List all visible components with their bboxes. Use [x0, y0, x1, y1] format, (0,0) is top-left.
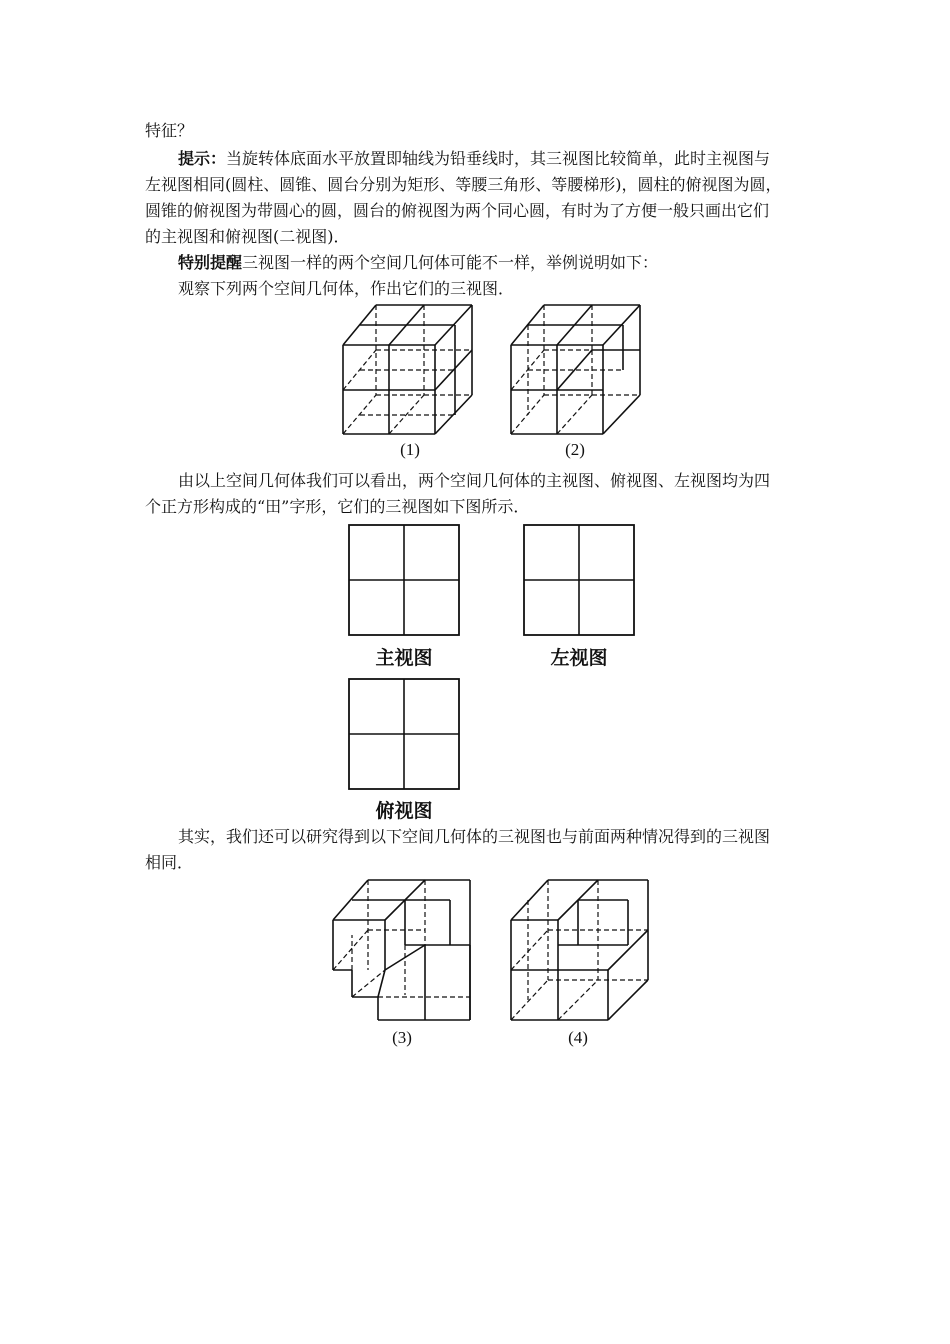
figure-caption-3: (3): [392, 1028, 412, 1047]
figure-caption-1: (1): [400, 440, 420, 459]
text-line: 相同．: [145, 853, 194, 872]
cube-figure-2: [508, 300, 648, 440]
front-view-label: 主视图: [375, 647, 433, 669]
cube-figure-4: [508, 875, 658, 1025]
text-line: 圆锥的俯视图为带圆心的圆，圆台的俯视图为两个同心圆，有时为了方便一般只画出它们: [145, 201, 770, 220]
cube-figure-3: [330, 875, 480, 1025]
text-line: 个正方形构成的“田”字形，它们的三视图如下图所示．: [145, 497, 530, 516]
special-line: [178, 252, 658, 274]
hint-text: 当旋转体底面水平放置即轴线为铅垂线时，其三视图比较简单，此时主视图与: [226, 149, 771, 168]
top-view-label: 俯视图: [375, 800, 433, 822]
left-view-label: 左视图: [550, 647, 608, 669]
text-line: 特征？: [145, 121, 194, 140]
hint-line: [178, 148, 770, 170]
text-line: 的主视图和俯视图(二视图)．: [145, 227, 350, 246]
text-line: 其实，我们还可以研究得到以下空间几何体的三视图也与前面两种情况得到的三视图: [178, 827, 771, 846]
text-line: 观察下列两个空间几何体，作出它们的三视图．: [178, 279, 515, 298]
top-view: [348, 678, 460, 790]
cube-figure-1: [340, 300, 480, 440]
front-view: [348, 524, 460, 636]
special-text: 三视图一样的两个空间几何体可能不一样，举例说明如下：: [242, 253, 659, 272]
figure-caption-4: (4): [568, 1028, 588, 1047]
left-view: [523, 524, 635, 636]
text-line: 左视图相同(圆柱、圆锥、圆台分别为矩形、等腰三角形、等腰梯形)，圆柱的俯视图为圆，: [145, 175, 782, 194]
hint-label: 提示：: [178, 149, 227, 168]
special-label: 特别提醒: [178, 253, 243, 272]
figure-caption-2: (2): [565, 440, 585, 459]
text-line: 由以上空间几何体我们可以看出，两个空间几何体的主视图、俯视图、左视图均为四: [178, 471, 771, 490]
